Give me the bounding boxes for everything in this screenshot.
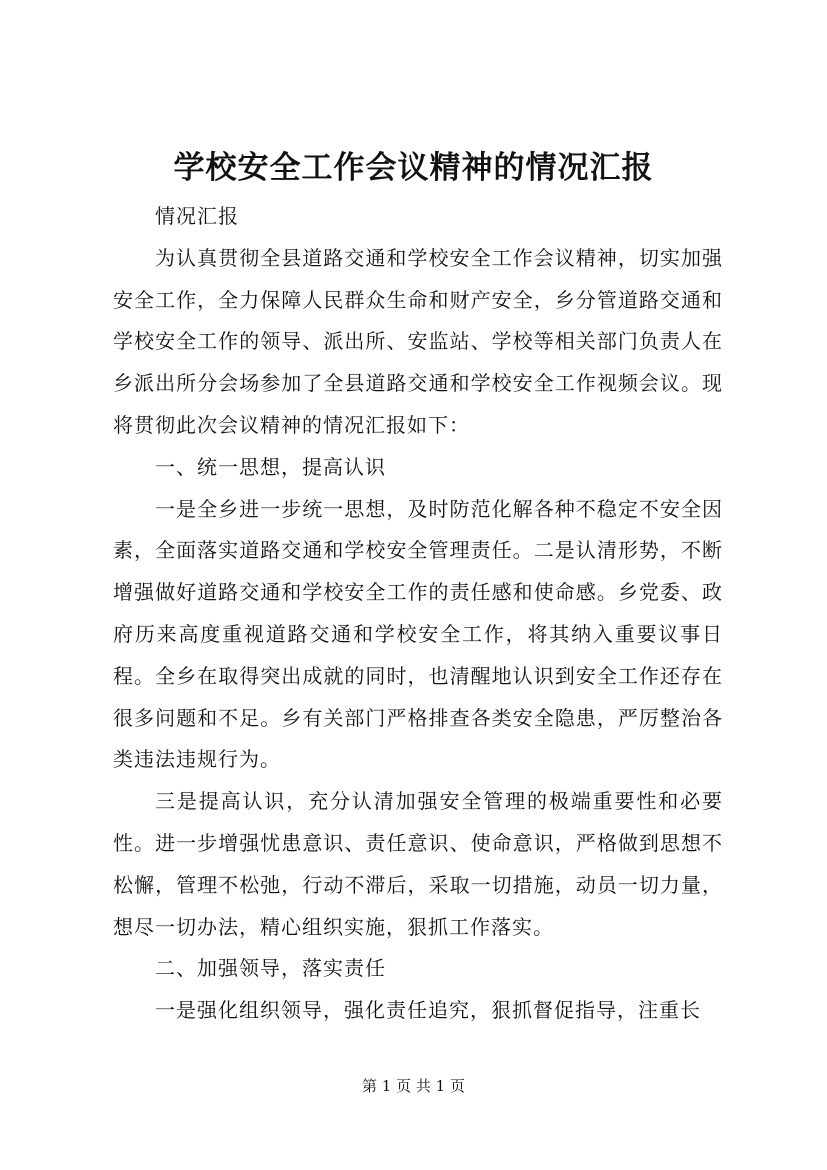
section-heading-1: 一、统一思想，提高认识 (155, 454, 386, 479)
paragraph-section-1-a: 一是全乡进一步统一思想，及时防范化解各种不稳定不安全因素，全面落实道路交通和学校安全管理责任。二是认清形势，不断增强做好道路交通和学校安全工作的责任感和使命感。乡党委、政府历来高度重视道路交通和学校安全工作，将其纳入重要议事日程。全乡在取得突出成就的同时，也清醒地认识到安全工作还存在很多问题和不足。乡有关部门严格排查各类安全隐患，严厉整治各类违法违规行为。 (113, 496, 723, 772)
page-footer: 第 1 页 共 1 页 (362, 1077, 465, 1095)
document-title: 学校安全工作会议精神的情况汇报 (173, 150, 654, 186)
paragraph-section-2-a: 一是强化组织领导，强化责任追究，狠抓督促指导，注重长 (155, 998, 701, 1023)
document-body (113, 196, 723, 1032)
section-heading-2: 二、加强领导，落实责任 (155, 956, 386, 981)
paragraph-section-1-b: 三是提高认识，充分认清加强安全管理的极端重要性和必要性。进一步增强忧患意识、责任意识、使命意识，严格做到思想不松懈，管理不松弛，行动不滞后，采取一切措施，动员一切力量，想尽一切办法，精心组织实施，狠抓工作落实。 (113, 789, 723, 939)
paragraph-subtitle: 情况汇报 (155, 204, 239, 228)
paragraph-intro: 为认真贯彻全县道路交通和学校安全工作会议精神，切实加强安全工作，全力保障人民群众生命和财产安全，乡分管道路交通和学校安全工作的领导、派出所、安监站、学校等相关部门负责人在乡派出所分会场参加了全县道路交通和学校安全工作视频会议。现将贯彻此次会议精神的情况汇报如下： (113, 245, 723, 437)
